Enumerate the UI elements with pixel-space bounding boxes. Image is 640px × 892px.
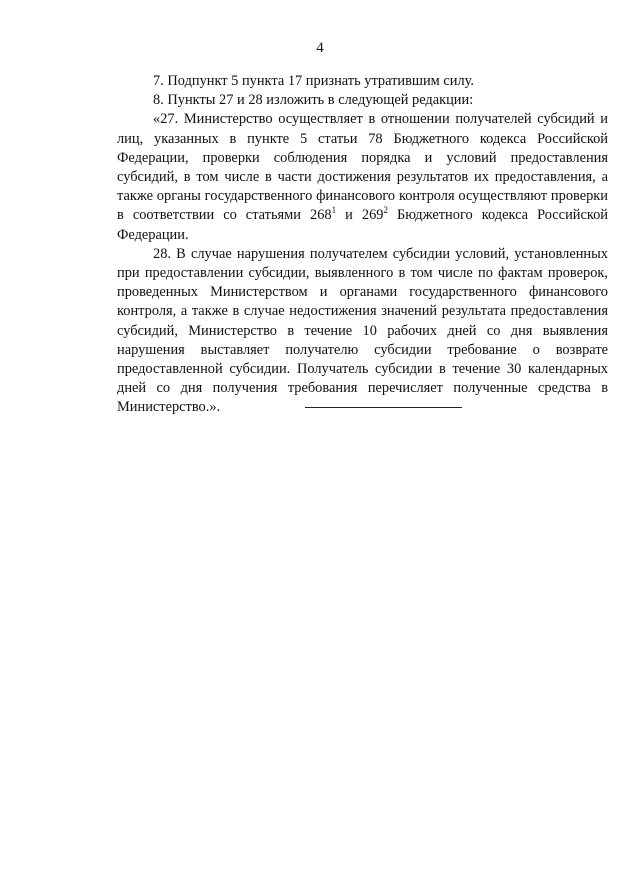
paragraph-8: 8. Пункты 27 и 28 изложить в следующей редакции:	[153, 92, 474, 109]
page-number: 4	[316, 40, 324, 56]
superscript-2: 2	[383, 205, 388, 216]
paragraph-28: 28. В случае нарушения получателем субсидии условий, установленных при предоставлении субсидии, выявленного в том числе по фактам проверок, проведенных Министерством и органами государственного финансового контроля, а также в случае недостижения значений результата предоставления субсидий, Министерство в течение 10 рабочих дней со дня выявления нарушения выставляет получателю субсидии требование о возврате предоставленной субсидии. Получатель субсидии в течение 30 календарных дней со дня получения требования перечисляет полученные средства в Министерство.».	[117, 245, 608, 416]
paragraph-27-conjunction: и 269	[336, 207, 384, 224]
superscript-1: 1	[331, 205, 337, 216]
document-body	[117, 72, 608, 418]
paragraph-27	[117, 110, 608, 244]
paragraph-27-text: «27. Министерство осуществляет в отношении получателей субсидий и лиц, указанных в пункте 5 статьи 78 Бюджетного кодекса Российской Федерации, проверки соблюдения порядка и условий предоставления субсидий, в том числе в части достижения результатов их предоставления, а также органы государственного финансового контроля осуществляют проверки в соответствии со статьями 268	[117, 111, 608, 224]
paragraph-7: 7. Подпункт 5 пункта 17 признать утратившим силу.	[153, 73, 475, 89]
paragraph-27-ending: Бюджетного кодекса Российской Федерации.	[117, 207, 609, 243]
end-of-text-rule	[305, 407, 462, 408]
